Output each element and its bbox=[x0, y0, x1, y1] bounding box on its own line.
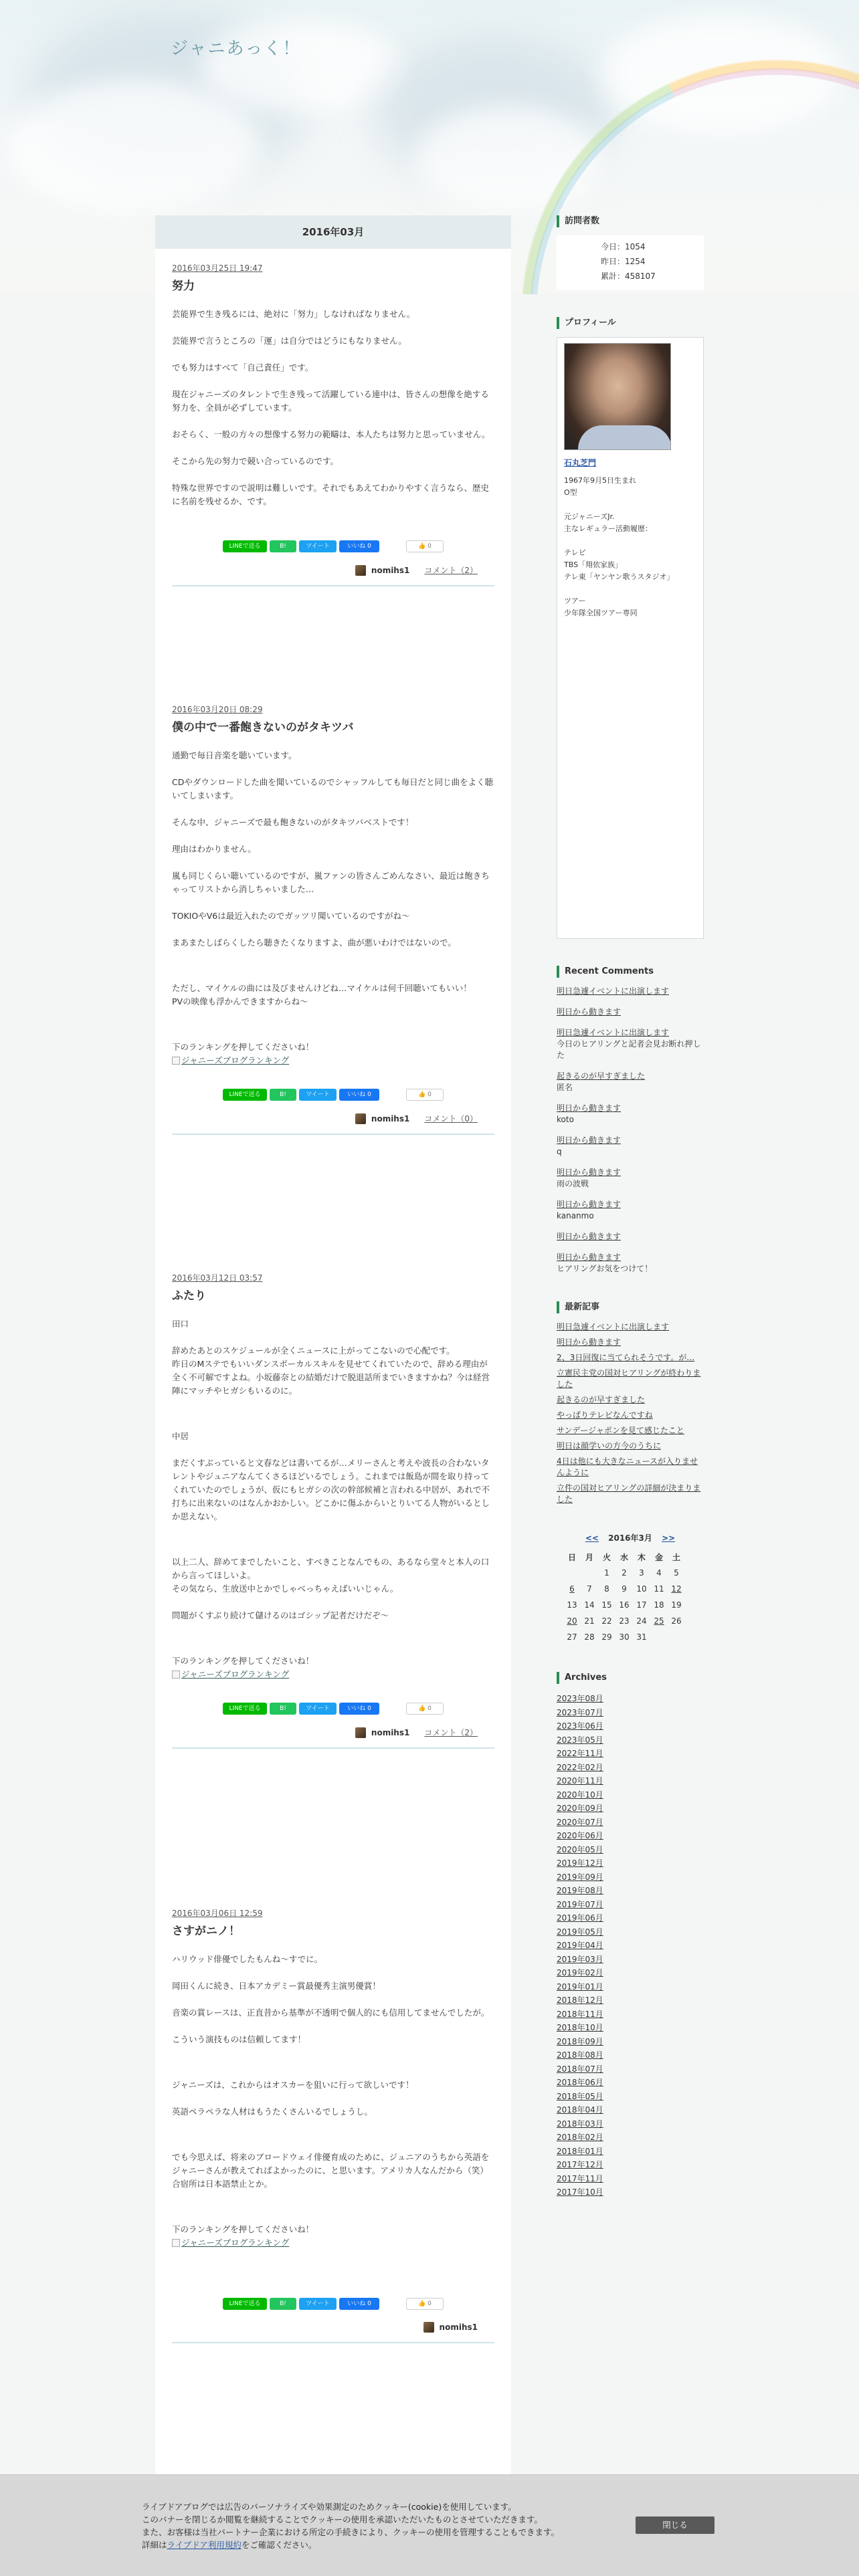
recent-article-link[interactable]: サンデージャポンを見て感じたこと bbox=[557, 1426, 684, 1435]
blog-post bbox=[155, 1894, 511, 2476]
post-author[interactable]: nomihs1 bbox=[439, 2323, 478, 2332]
post-meta bbox=[172, 2322, 494, 2333]
recent-articles-list bbox=[557, 1321, 704, 1505]
archive-link[interactable]: 2017年12月 bbox=[557, 2160, 603, 2169]
post-paragraph: おそらく、一般の方々の想像する努力の範疇は、本人たちは努力と思っていません。 bbox=[172, 429, 490, 439]
recent-comment-author: 匿名 bbox=[557, 1083, 573, 1092]
line-share-button[interactable]: LINEで送る bbox=[223, 1089, 267, 1101]
archive-link[interactable]: 2023年08月 bbox=[557, 1694, 603, 1703]
post-paragraph: 下のランキングを押してくださいね！ bbox=[172, 1042, 314, 1052]
recent-comment-link[interactable]: 明日から動きます bbox=[557, 1253, 622, 1262]
recent-comment-author: ヒアリングお気をつけて！ bbox=[557, 1264, 653, 1273]
archive-link[interactable]: 2019年12月 bbox=[557, 1858, 603, 1868]
post-paragraph: 特殊な世界ですので説明は難しいです。それでもあえてわかりやすく言うなら、歴史に名前を残せるか、です。 bbox=[172, 483, 490, 506]
archive-link[interactable]: 2019年02月 bbox=[557, 1968, 603, 1977]
recent-comments-widget bbox=[557, 966, 704, 1275]
calendar-day: 1 bbox=[604, 1568, 609, 1578]
post-meta bbox=[172, 1113, 494, 1124]
share-buttons bbox=[172, 540, 494, 552]
widget-title: 訪問者数 bbox=[557, 215, 704, 227]
recent-comment-author: q bbox=[557, 1147, 562, 1156]
cookie-line: ライブドアブログでは広告のパーソナライズや効果測定のためクッキー(cookie)を使用しています。 bbox=[142, 2502, 516, 2512]
cookie-banner bbox=[0, 2474, 859, 2576]
calendar-day: 23 bbox=[619, 1616, 630, 1626]
recent-comment-link[interactable]: 明日から動きます bbox=[557, 1136, 622, 1145]
post-paragraph: 中居 bbox=[172, 1431, 189, 1441]
post-divider bbox=[172, 585, 494, 586]
post-paragraph: 問題がくすぶり続けて儲けるのはゴシップ記者だけだぞ〜 bbox=[172, 1610, 389, 1620]
archive-link[interactable]: 2018年03月 bbox=[557, 2119, 603, 2129]
counter-total: 累計：458107 bbox=[601, 272, 656, 281]
post-paragraph: 下のランキングを押してくださいね！ bbox=[172, 1656, 314, 1666]
terms-link[interactable]: ライブドア利用規約 bbox=[167, 2540, 242, 2550]
recent-article-link[interactable]: 立憲民主党の国対ヒアリングが終わりました bbox=[557, 1368, 701, 1389]
post-body bbox=[172, 749, 494, 1066]
recent-comment-item bbox=[557, 1167, 704, 1190]
archive-link[interactable]: 2019年04月 bbox=[557, 1941, 603, 1950]
recent-comments-list bbox=[557, 986, 704, 1275]
archive-link[interactable]: 2017年11月 bbox=[557, 2173, 603, 2183]
post-title: さすがニノ！ bbox=[172, 1925, 240, 1938]
cookie-close-button[interactable]: 閉じる bbox=[636, 2516, 714, 2534]
recent-comment-link[interactable]: 明日から動きます bbox=[557, 1103, 622, 1113]
archive-link[interactable]: 2020年09月 bbox=[557, 1804, 603, 1813]
recent-comment-link[interactable]: 明日から動きます bbox=[557, 1200, 622, 1209]
widget-title: 最新記事 bbox=[557, 1301, 704, 1313]
post-meta bbox=[172, 564, 494, 576]
recent-comment-author: kananmo bbox=[557, 1211, 594, 1220]
widget-title: プロフィール bbox=[557, 317, 704, 329]
recent-comment-author: koto bbox=[557, 1115, 574, 1124]
post-date[interactable]: 2016年03月25日 19:47 bbox=[172, 263, 263, 273]
widget-title: Recent Comments bbox=[557, 966, 704, 978]
post-paragraph: こういう演技ものは信頼してます！ bbox=[172, 2034, 306, 2044]
post-paragraph: ジャニーズは、これからはオスカーを狙いに行って欲しいです！ bbox=[172, 2080, 414, 2090]
facebook-like-button[interactable]: いいね 0 bbox=[339, 1089, 379, 1101]
post-paragraph: 下のランキングを押してくださいね！ bbox=[172, 2224, 314, 2234]
post-paragraph: 英語ペラペラな人材はもうたくさんいるでしょうし。 bbox=[172, 2107, 373, 2117]
archive-link[interactable]: 2018年11月 bbox=[557, 2009, 603, 2019]
calendar-day: 27 bbox=[567, 1632, 577, 1642]
archive-link[interactable]: 2018年04月 bbox=[557, 2105, 603, 2115]
broken-image-icon bbox=[172, 1057, 180, 1065]
recent-article-link[interactable]: 明日急遽イベントに出演します bbox=[557, 1322, 670, 1331]
widget-title: Archives bbox=[557, 1672, 704, 1684]
hatena-bookmark-button[interactable]: B! bbox=[270, 1703, 296, 1715]
calendar-day: 10 bbox=[636, 1584, 647, 1594]
recent-comment-item bbox=[557, 1135, 704, 1158]
recent-comment-link[interactable]: 明日から動きます bbox=[557, 1232, 622, 1241]
calendar-weekday: 木 bbox=[637, 1552, 646, 1562]
calendar-weekday: 水 bbox=[619, 1552, 628, 1562]
blog-post bbox=[155, 690, 511, 1259]
post-paragraph: 通勤で毎日音楽を聴いています。 bbox=[172, 750, 297, 760]
post-date[interactable]: 2016年03月12日 03:57 bbox=[172, 1273, 263, 1283]
archive-link[interactable]: 2018年08月 bbox=[557, 2050, 603, 2060]
post-paragraph: 芸能界で言うところの「運」は自分ではどうにもなりません。 bbox=[172, 336, 407, 346]
comment-link[interactable]: コメント（2） bbox=[424, 1728, 478, 1737]
recent-article-link[interactable]: 起きるのが早すぎました bbox=[557, 1395, 646, 1404]
archive-link[interactable]: 2019年03月 bbox=[557, 1954, 603, 1964]
calendar-day: 29 bbox=[601, 1632, 612, 1642]
archive-link[interactable]: 2018年12月 bbox=[557, 1996, 603, 2005]
tweet-button[interactable]: ツイート bbox=[299, 1703, 337, 1715]
post-divider bbox=[172, 1134, 494, 1135]
profile-photo[interactable] bbox=[564, 343, 671, 450]
blog-title[interactable]: ジャニあっく！ bbox=[171, 39, 302, 59]
calendar-day: 7 bbox=[587, 1584, 592, 1594]
recent-comment-link[interactable]: 起きるのが早すぎました bbox=[557, 1071, 646, 1081]
facebook-like-button[interactable]: いいね 0 bbox=[339, 1703, 379, 1715]
calendar-day: 22 bbox=[601, 1616, 612, 1626]
calendar-day: 9 bbox=[622, 1584, 627, 1594]
line-share-button[interactable]: LINEで送る bbox=[223, 2298, 267, 2310]
calendar-day: 11 bbox=[654, 1584, 664, 1594]
post-paragraph: でも努力はすべて「自己責任」です。 bbox=[172, 362, 314, 372]
calendar-day[interactable]: 12 bbox=[671, 1584, 682, 1594]
post-paragraph: CDやダウンロードした曲を聞いているのでシャッフルしても毎日だと同じ曲をよく聴いてしまいます。 bbox=[172, 777, 494, 800]
good-button[interactable]: 👍 0 bbox=[406, 1089, 444, 1101]
broken-image-icon bbox=[172, 2239, 180, 2247]
calendar-weekday: 金 bbox=[654, 1552, 663, 1562]
recent-comment-link[interactable]: 明日急遽イベントに出演します bbox=[557, 986, 670, 996]
calendar-weekday: 土 bbox=[672, 1552, 680, 1562]
post-paragraph: TOKIOやV6は最近入れたのでガッツリ聞いているのですがね～ bbox=[172, 911, 410, 921]
archives-list bbox=[557, 1692, 704, 2199]
counter-box bbox=[557, 235, 704, 290]
post-paragraph: 嵐も同じくらい聴いているのですが、嵐ファンの皆さんごめんなさい、最近は飽きちゃってリストから消しちゃいました… bbox=[172, 871, 490, 894]
good-button[interactable]: 👍 0 bbox=[406, 540, 444, 552]
calendar-day: 4 bbox=[656, 1568, 662, 1578]
hatena-bookmark-button[interactable]: B! bbox=[270, 1089, 296, 1101]
archive-link[interactable]: 2020年05月 bbox=[557, 1844, 603, 1854]
archive-link[interactable]: 2019年07月 bbox=[557, 1899, 603, 1909]
cookie-line: 詳細はライブドア利用規約をご確認ください。 bbox=[142, 2540, 317, 2550]
archive-link[interactable]: 2022年02月 bbox=[557, 1762, 603, 1772]
archive-link[interactable]: 2019年06月 bbox=[557, 1913, 603, 1923]
recent-comment-link[interactable]: 明日から動きます bbox=[557, 1007, 622, 1016]
post-paragraph: 辞めたあとのスケジュールが全くニュースに上がってこないので心配です。 昨日のMステでもいいダンスボーカルスキルを見せてくれていたので、辞める理由が全く不可解ですよね。小坂藤奈との結婚だけで脱退話所までいきますかね？今は経営陣にマッチやヒガシもいるのに。 bbox=[172, 1346, 490, 1396]
archive-link[interactable]: 2018年02月 bbox=[557, 2133, 603, 2142]
recent-article-link[interactable]: 明日は顔学いの方今のうちに bbox=[557, 1441, 662, 1451]
archive-link[interactable]: 2019年08月 bbox=[557, 1886, 603, 1895]
archive-link[interactable]: 2018年05月 bbox=[557, 2091, 603, 2101]
post-paragraph: 現在ジャニーズのタレントで生き残って活躍している連中は、皆さんの想像を絶する努力を、全員が必ずしています。 bbox=[172, 389, 489, 413]
archive-link[interactable]: 2019年09月 bbox=[557, 1872, 603, 1882]
month-heading: 2016年03月 bbox=[155, 215, 511, 249]
archive-link[interactable]: 2018年06月 bbox=[557, 2078, 603, 2087]
calendar-day: 15 bbox=[601, 1600, 612, 1610]
calendar-day: 2 bbox=[622, 1568, 627, 1578]
calendar-day: 26 bbox=[671, 1616, 682, 1626]
ranking-link[interactable]: ジャニーズブログランキング bbox=[172, 1054, 494, 1066]
calendar-day bbox=[650, 1629, 668, 1645]
post-meta bbox=[172, 1727, 494, 1738]
archive-link[interactable]: 2018年10月 bbox=[557, 2023, 603, 2032]
recent-articles-widget bbox=[557, 1301, 704, 1505]
post-title: 僕の中で一番飽きないのがタキツバ bbox=[172, 721, 354, 734]
post-body bbox=[172, 1317, 494, 1680]
hatena-bookmark-button[interactable]: B! bbox=[270, 2298, 296, 2310]
good-button[interactable]: 👍 0 bbox=[406, 2298, 444, 2310]
calendar-prev-link[interactable]: << bbox=[585, 1533, 599, 1543]
post-divider bbox=[172, 1747, 494, 1749]
recent-comment-item bbox=[557, 1231, 704, 1243]
cloud-shape bbox=[201, 20, 401, 114]
calendar-day: 18 bbox=[654, 1600, 664, 1610]
calendar-day[interactable]: 6 bbox=[569, 1584, 575, 1594]
tweet-button[interactable]: ツイート bbox=[299, 2298, 337, 2310]
recent-comment-author: 今日のヒアリングと記者会見お断れ押した bbox=[557, 1039, 701, 1060]
calendar-day: 24 bbox=[636, 1616, 647, 1626]
profile-name[interactable]: 石丸芝門 bbox=[564, 458, 597, 467]
archive-link[interactable]: 2018年01月 bbox=[557, 2146, 603, 2156]
calendar-day: 14 bbox=[584, 1600, 595, 1610]
line-share-button[interactable]: LINEで送る bbox=[223, 1703, 267, 1715]
share-buttons bbox=[172, 1089, 494, 1101]
facebook-like-button[interactable]: いいね 0 bbox=[339, 2298, 379, 2310]
archive-link[interactable]: 2022年11月 bbox=[557, 1749, 603, 1758]
calendar-day: 21 bbox=[584, 1616, 595, 1626]
recent-comment-item bbox=[557, 1252, 704, 1275]
comment-link[interactable]: コメント（2） bbox=[424, 566, 478, 575]
calendar-weekday: 火 bbox=[602, 1552, 611, 1562]
recent-article-link[interactable]: 2、3日回復に当てられそうです。が… bbox=[557, 1353, 695, 1362]
archive-link[interactable]: 2023年05月 bbox=[557, 1735, 603, 1745]
post-paragraph: 田口 bbox=[172, 1319, 189, 1329]
counter-today: 今日：1054 bbox=[601, 242, 646, 251]
calendar-month: 2016年3月 bbox=[608, 1533, 652, 1543]
post-paragraph: まあまたしばらくしたら聴きたくなりますよ、曲が悪いわけではないので。 bbox=[172, 938, 456, 948]
archive-link[interactable]: 2023年06月 bbox=[557, 1721, 603, 1731]
post-body bbox=[172, 308, 494, 508]
recent-article-link[interactable]: やっぱりテレビなんですね bbox=[557, 1410, 653, 1420]
post-paragraph: 岡田くんに続き、日本アカデミー賞最優秀主演男優賞！ bbox=[172, 1981, 381, 1991]
archive-link[interactable]: 2018年09月 bbox=[557, 2036, 603, 2046]
archive-link[interactable]: 2017年10月 bbox=[557, 2187, 603, 2197]
archive-link[interactable]: 2019年05月 bbox=[557, 1927, 603, 1937]
author-avatar bbox=[423, 2322, 434, 2333]
author-avatar bbox=[355, 565, 366, 576]
post-paragraph: 音楽の賞レースは、正直昔から基準が不透明で個人的にも信用してませんでしたが。 bbox=[172, 2008, 490, 2018]
profile-box bbox=[557, 337, 704, 939]
calendar-day bbox=[563, 1565, 581, 1581]
recent-comment-item bbox=[557, 1006, 704, 1018]
recent-comment-link[interactable]: 明日急遽イベントに出演します bbox=[557, 1028, 670, 1037]
visitor-counter-widget bbox=[557, 215, 704, 290]
archive-link[interactable]: 2020年07月 bbox=[557, 1817, 603, 1827]
cookie-line: このバナーを閉じるか閲覧を継続することでクッキーの使用を承認いただいたものとさせていただきます。 bbox=[142, 2514, 543, 2525]
post-paragraph: 以上二人、辞めてまでしたいこと、すべきことなんでもの、あるなら堂々と本人の口から言ってほしいよ。 その気なら、生放送中とかでしゃべっちゃえばいいじゃん。 bbox=[172, 1557, 490, 1594]
recent-comment-author: 雨の波戦 bbox=[557, 1179, 589, 1188]
post-paragraph: そんな中、ジャニーズで最も飽きないのがタキツバベストです！ bbox=[172, 817, 414, 827]
post-body bbox=[172, 1953, 494, 2248]
archives-widget bbox=[557, 1672, 704, 2199]
post-paragraph: 芸能界で生き残るには、絶対に「努力」しなければなりません。 bbox=[172, 309, 415, 319]
calendar-day: 28 bbox=[584, 1632, 595, 1642]
calendar-day: 13 bbox=[567, 1600, 577, 1610]
blog-post bbox=[155, 249, 511, 690]
recent-comment-item bbox=[557, 1103, 704, 1125]
profile-text: 1967年9月5日生まれ O型 元ジャニーズJr. 主なレギュラー活動履歴： テレビ TBS「翔依家族」 テレ東「ヤンヤン歌うスタジオ」 ツアー 少年隊全国ツアー専同 bbox=[564, 476, 674, 617]
archive-link[interactable]: 2018年07月 bbox=[557, 2064, 603, 2074]
recent-article-link[interactable]: 明日から動きます bbox=[557, 1337, 622, 1347]
post-paragraph: ただし、マイケルの曲には及びませんけどね…マイケルは何千回聴いてもいい！ PVの映像も浮かんできますからね～ bbox=[172, 983, 472, 1006]
calendar-day[interactable]: 25 bbox=[654, 1616, 664, 1626]
calendar-day bbox=[581, 1565, 598, 1581]
calendar-day bbox=[668, 1629, 685, 1645]
archive-link[interactable]: 2020年11月 bbox=[557, 1776, 603, 1786]
author-avatar bbox=[355, 1113, 366, 1124]
main-column bbox=[155, 215, 511, 2476]
author-avatar bbox=[355, 1727, 366, 1738]
post-author[interactable]: nomihs1 bbox=[371, 565, 410, 575]
calendar-day: 16 bbox=[619, 1600, 630, 1610]
recent-comment-item bbox=[557, 1027, 704, 1061]
post-title: 努力 bbox=[172, 280, 195, 293]
calendar-weekday: 日 bbox=[567, 1552, 576, 1562]
calendar-table bbox=[563, 1549, 685, 1645]
post-date[interactable]: 2016年03月06日 12:59 bbox=[172, 1909, 263, 1918]
post-title: ふたり bbox=[172, 1289, 206, 1303]
ranking-link[interactable]: ジャニーズブログランキング bbox=[172, 1668, 494, 1680]
recent-comment-link[interactable]: 明日から動きます bbox=[557, 1168, 622, 1177]
post-paragraph: 理由はわかりません。 bbox=[172, 844, 256, 854]
tweet-button[interactable]: ツイート bbox=[299, 540, 337, 552]
archive-link[interactable]: 2020年06月 bbox=[557, 1831, 603, 1840]
calendar-day: 17 bbox=[636, 1600, 647, 1610]
blog-post bbox=[155, 1259, 511, 1894]
post-date[interactable]: 2016年03月20日 08:29 bbox=[172, 705, 263, 714]
archive-link[interactable]: 2023年07月 bbox=[557, 1707, 603, 1717]
calendar-day[interactable]: 20 bbox=[567, 1616, 577, 1626]
archive-link[interactable]: 2020年10月 bbox=[557, 1790, 603, 1800]
post-paragraph: ハリウッド俳優でしたもんね〜すでに。 bbox=[172, 1954, 323, 1964]
calendar-widget bbox=[557, 1532, 704, 1645]
share-buttons bbox=[172, 2298, 494, 2310]
recent-comment-item bbox=[557, 1199, 704, 1222]
calendar-day: 19 bbox=[671, 1600, 682, 1610]
counter-yesterday: 昨日：1254 bbox=[601, 257, 646, 266]
tweet-button[interactable]: ツイート bbox=[299, 1089, 337, 1101]
share-buttons bbox=[172, 1703, 494, 1715]
archive-link[interactable]: 2019年01月 bbox=[557, 1981, 603, 1992]
ranking-link[interactable]: ジャニーズブログランキング bbox=[172, 2236, 494, 2248]
post-author[interactable]: nomihs1 bbox=[371, 1113, 410, 1123]
facebook-like-button[interactable]: いいね 0 bbox=[339, 540, 379, 552]
calendar-day: 3 bbox=[639, 1568, 644, 1578]
comment-link[interactable]: コメント（0） bbox=[424, 1114, 478, 1123]
cloud-shape bbox=[7, 80, 261, 214]
calendar-day: 30 bbox=[619, 1632, 630, 1642]
line-share-button[interactable]: LINEで送る bbox=[223, 540, 267, 552]
post-paragraph: そこから先の努力で競い合っているのです。 bbox=[172, 456, 339, 466]
profile-widget bbox=[557, 317, 704, 939]
recent-comment-item bbox=[557, 986, 704, 997]
broken-image-icon bbox=[172, 1671, 180, 1679]
post-author[interactable]: nomihs1 bbox=[371, 1727, 410, 1737]
hatena-bookmark-button[interactable]: B! bbox=[270, 540, 296, 552]
calendar-day: 31 bbox=[636, 1632, 647, 1642]
recent-article-link[interactable]: 4日は他にも大きなニュースが入りませんように bbox=[557, 1457, 698, 1477]
calendar-weekday: 月 bbox=[585, 1552, 593, 1562]
calendar-day: 5 bbox=[674, 1568, 679, 1578]
calendar-next-link[interactable]: >> bbox=[662, 1533, 676, 1543]
post-paragraph: まだくすぶっていると文春などは書いてるが…メリーさんと考えや波長の合わないタレントやジュニアなんてくさるほどいるでしょう。これまでは飯島が間を取り持ってくれていたのでしょうが、仮にもヒガシの次の幹部候補と言われる中居が、あれで不打ちに出来ないのはなんかおかしい。どこかに傷ふからいとりいてる人物がいるとしか思えない。 bbox=[172, 1458, 490, 1521]
recent-comment-item bbox=[557, 1071, 704, 1093]
post-paragraph: でも今思えば、将来のブロードウェイ俳優育成のために、ジュニアのうちから英語をジャニーさんが教えてればよかったのに、と思います。アメリカ人なんだから（笑）合宿所は日本語禁止とか。 bbox=[172, 2152, 490, 2189]
good-button[interactable]: 👍 0 bbox=[406, 1703, 444, 1715]
sidebar bbox=[557, 215, 704, 2226]
cookie-text bbox=[142, 2500, 610, 2551]
recent-article-link[interactable]: 立件の国対ヒアリングの詳細が決まりました bbox=[557, 1483, 701, 1504]
cookie-line: また、お客様は当社パートナー企業における所定の手続きにより、クッキーの使用を管理することもできます。 bbox=[142, 2527, 560, 2537]
post-divider bbox=[172, 2342, 494, 2343]
calendar-header bbox=[557, 1532, 704, 1543]
calendar-day: 8 bbox=[604, 1584, 609, 1594]
